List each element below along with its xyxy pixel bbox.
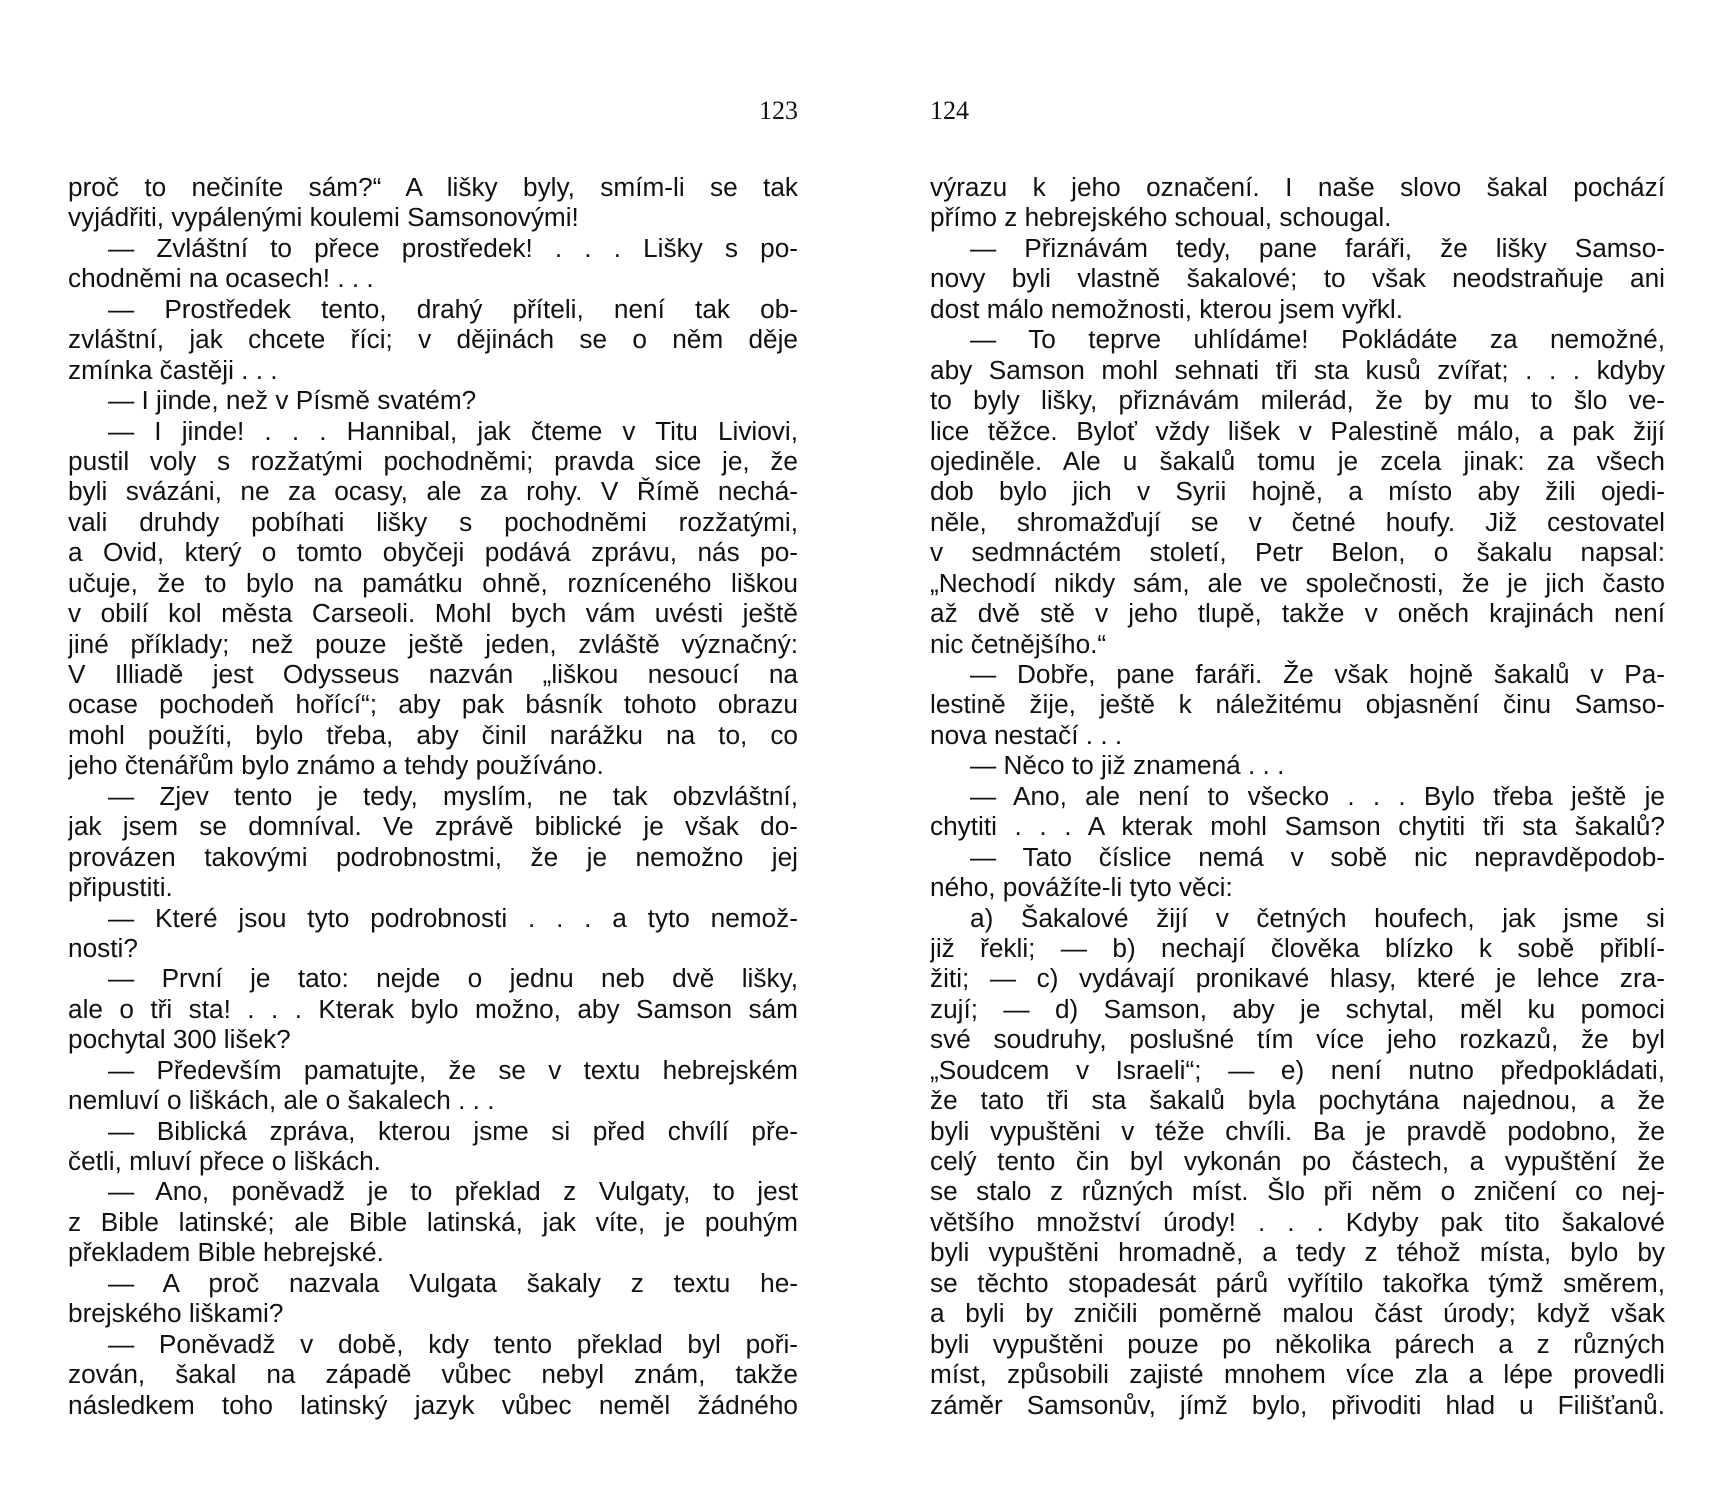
text-line: dob bylo jich v Syrii hojně, a místo aby žili ojedi- (930, 476, 1665, 507)
text-line: zmínka častěji . . . (68, 354, 278, 385)
text-line: přímo z hebrejského schoual, schougal. (930, 202, 1392, 233)
page-number: 124 (930, 96, 969, 125)
text-line: chytiti . . . A kterak mohl Samson chytiti tři sta šakalů? (930, 811, 1665, 842)
text-line: jiné příklady; než pouze ještě jeden, zvláště význačný: (68, 628, 798, 659)
text-line: učuje, že to bylo na památku ohně, rozníceného liškou (68, 567, 798, 598)
text-line: provázen takovými podrobnostmi, že je nemožno jej (68, 841, 798, 872)
text-line: — Zjev tento je tedy, myslím, ne tak obzvláštní, (108, 780, 798, 811)
text-line: své soudruhy, poslušné tím více jeho rozkazů, že byl (930, 1024, 1665, 1055)
text-line: chodněmi na ocasech! . . . (68, 263, 374, 294)
text-line: ocase pochodeň hořící“; aby pak básník tohoto obrazu (68, 689, 798, 720)
text-line: výrazu k jeho označení. I naše slovo šakal pochází (930, 172, 1665, 202)
text-line: se stalo z různých míst. Šlo při něm o zničení co nej- (930, 1176, 1665, 1207)
text-line: to byly lišky, přiznávám milerád, že by mu to šlo ve- (930, 385, 1665, 416)
text-line: následkem toho latinský jazyk vůbec neměl žádného (68, 1389, 798, 1420)
text-line: lestině žije, ještě k náležitému objasnění činu Samso- (930, 689, 1665, 720)
text-line: — Ano, ale není to všecko . . . Bylo třeba ještě je (970, 780, 1665, 811)
text-line: „Nechodí nikdy sám, ale ve společnosti, že je jich často (930, 567, 1665, 598)
text-line: nemluví o liškách, ale o šakalech . . . (68, 1085, 495, 1116)
text-line: lice těžce. Byloť vždy lišek v Palestině málo, a pak žijí (930, 415, 1665, 446)
text-line: — Ano, poněvadž je to překlad z Vulgaty, to jest (108, 1176, 798, 1207)
text-line: — Zvláštní to přece prostředek! . . . Lišky s po- (108, 232, 798, 263)
text-line: překladem Bible hebrejské. (68, 1237, 384, 1268)
text-line: zován, šakal na západě vůbec nebyl znám, takže (68, 1359, 798, 1390)
text-line: ale o tři sta! . . . Kterak bylo možno, aby Samson sám (68, 993, 798, 1024)
text-line: a Ovid, který o tomto obyčeji podává zprávu, nás po- (68, 537, 798, 568)
text-line: až dvě stě v jeho tlupě, takže v oněch krajinách není (930, 598, 1665, 629)
right-page-text (930, 172, 1665, 1420)
text-line: zvláštní, jak chcete říci; v dějinách se o něm děje (68, 324, 798, 355)
text-line: že tato tři sta šakalů byla pochytána najednou, a že (930, 1085, 1665, 1116)
text-line: nic četnějšího.“ (930, 628, 1107, 659)
text-line: — Něco to již znamená . . . (970, 750, 1285, 781)
left-page-text (68, 172, 798, 1420)
text-line: proč to nečiníte sám?“ A lišky byly, smím-li se tak (68, 172, 798, 202)
text-line: jak jsem se domníval. Ve zprávě biblické je však do- (68, 811, 798, 842)
text-line: v obilí kol města Carseoli. Mohl bych vám uvésti ještě (68, 598, 798, 629)
text-line: připustiti. (68, 872, 173, 903)
text-line: žiti; — c) vydávají pronikavé hlasy, které je lehce zra- (930, 963, 1665, 994)
text-line: většího množství úrody! . . . Kdyby pak tito šakalové (930, 1206, 1665, 1237)
text-line: v sedmnáctém století, Petr Belon, o šakalu napsal: (930, 537, 1665, 568)
text-line: četli, mluví přece o liškách. (68, 1146, 381, 1176)
text-line: již řekli; — b) nechají člověka blízko k sobě přiblí- (930, 932, 1665, 963)
text-line: zují; — d) Samson, aby je schytal, měl ku pomoci (930, 993, 1665, 1024)
text-line: vyjádřiti, vypálenými koulemi Samsonovými! (68, 202, 579, 233)
text-line: byli vypuštěni v téže chvíli. Ba je pravdě podobno, že (930, 1115, 1665, 1146)
text-line: „Soudcem v Israeli“; — e) není nutno předpokládati, (930, 1054, 1665, 1085)
text-line: — To teprve uhlídáme! Pokládáte za nemožné, (970, 324, 1665, 355)
text-line: nosti? (68, 932, 138, 963)
text-line: vali druhdy pobíhati lišky s pochodněmi rozžatými, (68, 506, 798, 537)
text-line: a byli by zničili poměrně malou část úrody; když však (930, 1298, 1665, 1329)
text-line: celý tento čin byl vykonán po částech, a vypuštění že (930, 1146, 1665, 1176)
text-line: — První je tato: nejde o jednu neb dvě lišky, (108, 963, 798, 994)
text-line: — Dobře, pane faráři. Že však hojně šakalů v Pa- (970, 659, 1665, 689)
text-line: — Tato číslice nemá v sobě nic nepravděpodob- (970, 841, 1665, 872)
text-line: jeho čtenářům bylo známo a tehdy používáno. (68, 750, 604, 781)
text-line: — A proč nazvala Vulgata šakaly z textu he- (108, 1267, 798, 1298)
text-line: — Biblická zpráva, kterou jsme si před chvílí pře- (108, 1115, 798, 1146)
text-line: ného, povážíte-li tyto věci: (930, 872, 1233, 903)
text-line: míst, způsobili zajisté mnohem více zla a lépe provedli (930, 1359, 1665, 1390)
text-line: V Illiadě jest Odysseus nazván „liškou nesoucí na (68, 659, 798, 689)
text-line: novy byli vlastně šakalové; to však neodstraňuje ani (930, 263, 1665, 294)
text-line: záměr Samsonův, jímž bylo, přivoditi hlad u Filišťanů. (930, 1389, 1665, 1420)
text-line: — Přiznávám tedy, pane faráři, že lišky Samso- (970, 232, 1665, 263)
text-line: — Poněvadž v době, kdy tento překlad byl poři- (108, 1328, 798, 1359)
text-line: byli vypuštěni hromadně, a tedy z téhož místa, bylo by (930, 1237, 1665, 1268)
text-line: brejského liškami? (68, 1298, 284, 1329)
text-line: se těchto stopadesát párů vyřítilo takořka týmž směrem, (930, 1267, 1665, 1298)
text-line: a) Šakalové žijí v četných houfech, jak jsme si (970, 902, 1665, 933)
text-line: aby Samson mohl sehnati tři sta kusů zvířat; . . . kdyby (930, 354, 1665, 385)
text-line: z Bible latinské; ale Bible latinská, jak víte, je pouhým (68, 1206, 798, 1237)
text-line: byli vypuštěni pouze po několika párech a z různých (930, 1328, 1665, 1359)
text-line: — Především pamatujte, že se v textu hebrejském (108, 1054, 798, 1085)
text-line: pochytal 300 lišek? (68, 1024, 291, 1055)
text-line: — Které jsou tyto podrobnosti . . . a tyto nemož- (108, 902, 798, 933)
text-line: něle, shromažďují se v četné houfy. Již cestovatel (930, 506, 1665, 537)
page-number: 123 (759, 96, 798, 125)
text-line: pustil voly s rozžatými pochodněmi; pravda sice je, že (68, 445, 798, 476)
text-line: nova nestačí . . . (930, 719, 1123, 750)
text-line: — I jinde! . . . Hannibal, jak čteme v Titu Liviovi, (108, 415, 798, 446)
text-line: ojediněle. Ale u šakalů tomu je zcela jinak: za všech (930, 445, 1665, 476)
text-line: byli svázáni, ne za ocasy, ale za rohy. V Římě nechá- (68, 476, 798, 507)
text-line: dost málo nemožnosti, kterou jsem vyřkl. (930, 293, 1403, 324)
text-line: — Prostředek tento, drahý příteli, není tak ob- (108, 293, 798, 324)
text-line: — I jinde, než v Písmě svatém? (108, 385, 477, 416)
text-line: mohl použíti, bylo třeba, aby činil narážku na to, co (68, 719, 798, 750)
